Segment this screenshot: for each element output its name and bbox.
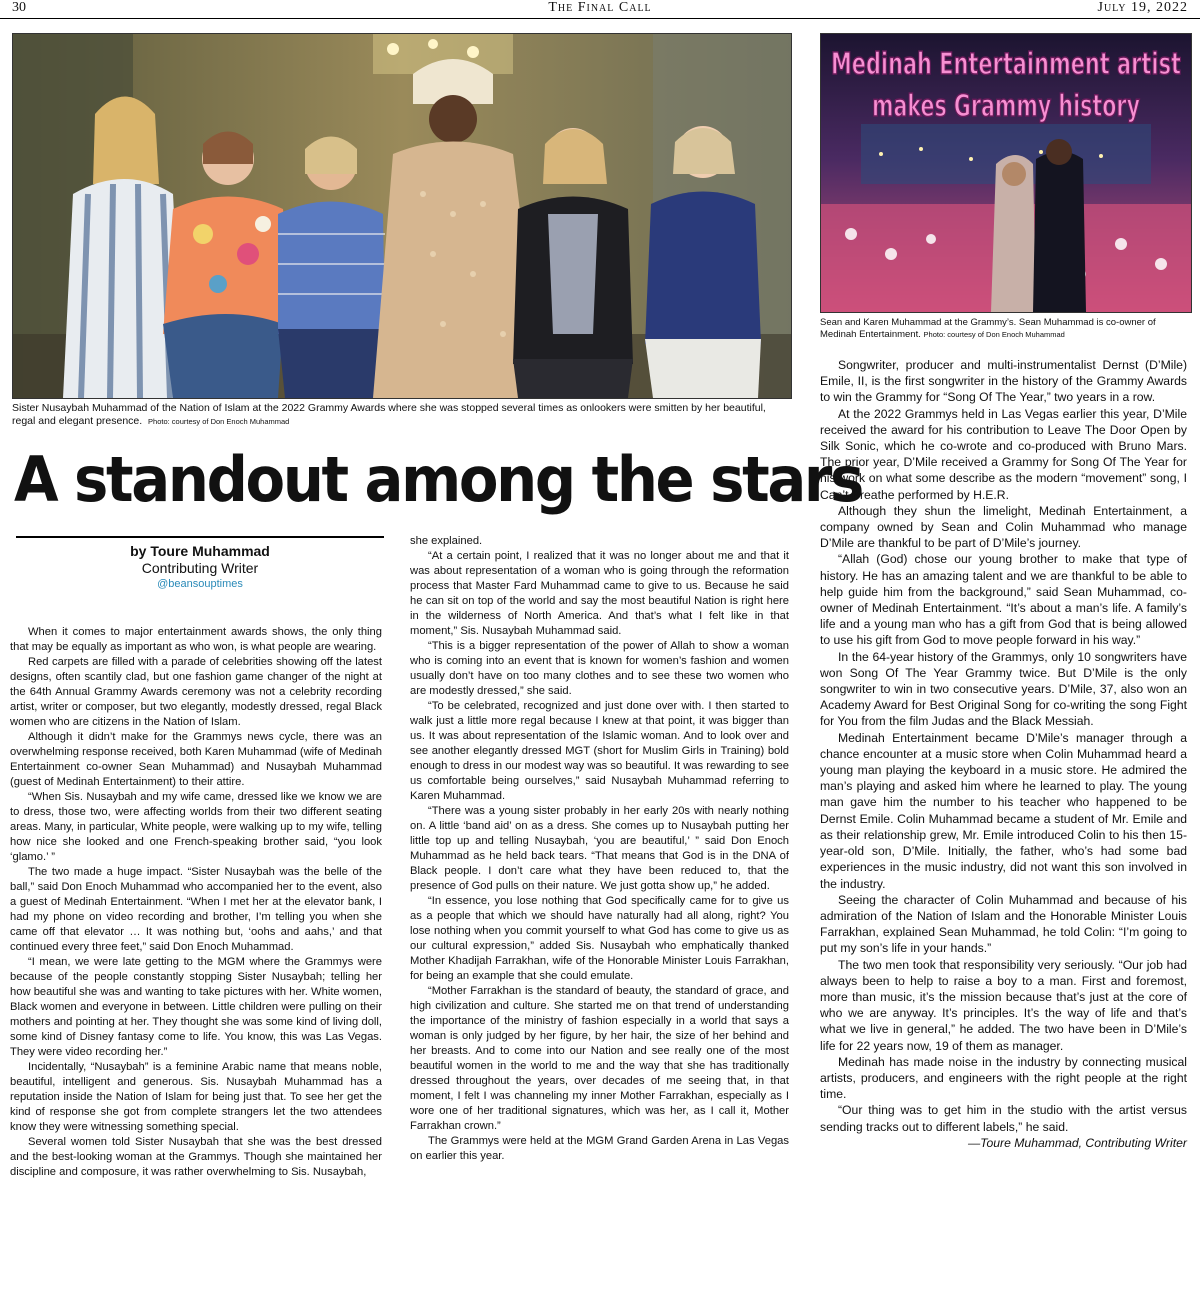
byline <box>16 543 384 592</box>
paragraph: “Mother Farrakhan is the standard of beauty, the standard of grace, and high civilization and culture. She started me on that trend of understanding the importance of the ministry of fashion especially in a world that says a woman is only judged by her figure, by her hair, the size of her behind and her breasts. And to come into our Nation and see really one of the most beautiful women in the world to me and the way that she has traditionally dressed throughout the years, over decades of me seeing that, in that moment, I felt I was channeling my inner Mother Farrakhan, especially as I wore one of her traditional signatures, which was her, as I call it, Mother Farrakhan crown.” <box>410 985 789 1132</box>
paragraph: Medinah has made noise in the industry by connecting musical artists, producers, and engineers with the right people at the right time. <box>820 1054 1187 1102</box>
side-photo <box>820 33 1192 313</box>
paragraph: Several women told Sister Nusaybah that she was the best dressed and the best-looking woman at the Grammys. Though she maintained her discipline and composure, it was rather overwhelming to Sis. Nusaybah, <box>10 1136 382 1178</box>
main-caption-text: Sister Nusaybah Muhammad of the Nation of Islam at the 2022 Grammy Awards where she was stopped several times as onlookers were smitten by her beautiful, regal and elegant presence. <box>12 402 766 427</box>
paragraph: “Our thing was to get him in the studio with the artist versus sending tracks out to different labels,” he said. <box>820 1103 1187 1134</box>
side-photo-credit: Photo: courtesy of Don Enoch Muhammad <box>923 330 1065 339</box>
page-number: 30 <box>12 0 26 15</box>
paragraph: “I mean, we were late getting to the MGM where the Grammys were because of the people constantly stopping Sister Nusaybah; telling her how beautiful she was and wanting to take pictures with her. White women, Black women and everyone in between. Little children were pulling on their mothers and pointing at her. They thought she was some kind of living doll, some kind of Disney fantasy come to life. You know, this was Las Vegas. They were video recording her.” <box>10 956 382 1058</box>
paragraph-continued: she explained. <box>410 535 483 547</box>
byline-handle: @beansouptimes <box>157 578 243 590</box>
article-signature: —Toure Muhammad, Contributing Writer <box>967 1135 1187 1150</box>
main-photo <box>12 33 792 399</box>
paragraph: “At a certain point, I realized that it was no longer about me and that it was about representation of a woman who is going through the reformation process that Master Fard Muhammad came to give to us. Because he said he can sit on top of the world and say the most beautiful Nation is right here in the wilderness of North America. And that’s what I felt like in that moment,” Sis. Nusaybah Muhammad said. <box>410 550 789 637</box>
paragraph: “This is a bigger representation of the power of Allah to show a woman who is coming into an event that is known for women’s fashion and women usually don’t have on too many clothes and to see these two women who are modestly dressed,” she said. <box>410 640 789 697</box>
byline-rule <box>16 536 384 538</box>
issue-date: July 19, 2022 <box>1097 0 1188 15</box>
side-caption-text: Sean and Karen Muhammad at the Grammy’s. Sean Muhammad is co-owner of Medinah Entertainment. <box>820 317 1156 340</box>
paragraph: “Allah (God) chose our young brother to make that type of history. He has an amazing talent and we are thankful to be able to help guide him from the background,” said Sean Muhammad, co-owner of Medinah Entertainment. “It’s about a man’s life. A family’s life and a young man who has a gift from God that is being allowed to use his gift from God to move people forward in his way.” <box>820 552 1187 648</box>
side-photo-title-line1: Medinah Entertainment artist <box>831 47 1181 82</box>
article-column-2 <box>410 534 789 1164</box>
article-column-3 <box>820 357 1187 1151</box>
paragraph: The two made a huge impact. “Sister Nusaybah was the belle of the ball,” said Don Enoch Muhammad who accompanied her to the event, also a guest of Medinah Entertainment. “When I met her at the elevator bank, I had my phone on video recording and brother, I’m telling you when she came off that elevator … It was nothing but, ‘oohs and aahs,’ and that continued every three feet,” said Don Enoch Muhammad. <box>10 866 382 953</box>
paragraph: The two men took that responsibility very seriously. “Our job had always been to help to raise a boy to a man. First and foremost, more than music, it’s the mission because that’s just at the core of who we are anyway. It’s principles. It’s the way of life and that’s what we live in general,” he added. The two have been in D’Mile’s life for 22 years now, 19 of them as manager. <box>820 957 1187 1053</box>
paragraph: Although they shun the limelight, Medinah Entertainment, a company owned by Sean and Colin Muhammad who manage D’Mile are thankful to be part of D’Mile’s journey. <box>820 503 1187 551</box>
byline-title: Contributing Writer <box>141 560 259 576</box>
publication-name: The Final Call <box>548 0 652 15</box>
article-column-1 <box>10 625 382 1180</box>
byline-author: by Toure Muhammad <box>130 543 270 559</box>
paragraph: At the 2022 Grammys held in Las Vegas earlier this year, D’Mile received the award for his contribution to Leave The Door Open by Silk Sonic, which he co-wrote and co-produced with Bruno Mars. The prior year, D’Mile received a Grammy for Song Of The Year for his work on what some describe as the modern “movement” song, I Can’t Breathe performed by H.E.R. <box>820 406 1187 502</box>
paragraph: “To be celebrated, recognized and just done over with. I then started to walk just a little more regal because I knew at that point, it was bigger than us. It was about representation of the Islamic woman. And to look over and see another elegantly dressed MGT (short for Muslim Girls in Training) bold enough to dress in our modest way was so beautiful. It was rewarding to see us comfortable being ourselves,” said Nusaybah Muhammad referring to Karen Muhammad. <box>410 700 789 802</box>
paragraph: Seeing the character of Colin Muhammad and because of his admiration of the Nation of Islam and the Honorable Minister Louis Farrakhan, explained Sean Muhammad, he told Colin: “I’m going to put my son’s life in your hands.” <box>820 892 1187 956</box>
article-headline: A standout among the stars <box>14 443 863 516</box>
main-photo-caption <box>12 402 792 428</box>
paragraph: Songwriter, producer and multi-instrumentalist Dernst (D’Mile) Emile, II, is the first songwriter in the history of the Grammy Awards to win the Grammy for “Song Of The Year,” two years in a row. <box>820 358 1187 405</box>
paragraph: “In essence, you lose nothing that God specifically came for to give us as a people that which we should have naturally had all along, right? You lose nothing when you commit yourself to what God has come to give us as our cultural expression,” added Sis. Nusaybah who emphatically thanked Mother Khadijah Farrakhan, wife of the Honorable Minister Louis Farrakhan, for being an example that she could emulate. <box>410 895 789 982</box>
paragraph: Red carpets are filled with a parade of celebrities showing off the latest designs, often scantily clad, but one fashion game changer of the night at the 64th Annual Grammy Awards ceremony was not a celebrity recording artist, writer or composer, but two elegantly, modestly dressed, regal Black women who are citizens in the Nation of Islam. <box>10 656 382 728</box>
page-header <box>0 0 1200 19</box>
paragraph: “There was a young sister probably in her early 20s with nearly nothing on. A little ‘band aid’ on as a dress. She comes up to Nusaybah putting her little top up and telling Nusaybah, ‘you are beautiful,’ ” said Don Enoch Muhammad as he held back tears. “That means that God is in the DNA of Black people. I don’t care what they have been reduced to, that the presence of God pulls on their nature. We just gotta show up,” he added. <box>410 805 789 892</box>
side-photo-title-line2: makes Grammy history <box>872 89 1141 124</box>
paragraph: In the 64-year history of the Grammys, only 10 songwriters have won Song Of The Year Grammy twice. But D’Mile is the only songwriter to win in two consecutive years. D’Mile, 37, also won an Academy Award for Best Original Song for co-writing the song Fight for You from the film Judas and the Black Messiah. <box>820 649 1187 729</box>
paragraph: Medinah Entertainment became D’Mile’s manager through a chance encounter at a music store when Colin Muhammad heard a young man playing the keyboard in a music store. He admired the man’s playing and asked him where he learned to play. The young man gave him the number to his teacher who happened to be Dernst Emile. Colin Muhammad became a student of Mr. Emile and as their relationship grew, Mr. Emile introduced Colin to his then 15-year-old son, D’Mile. Initially, the father, who’s had some bad experiences in the music industry, did not want this son involved in the industry. <box>820 730 1187 891</box>
paragraph: The Grammys were held at the MGM Grand Garden Arena in Las Vegas on earlier this year. <box>410 1135 789 1162</box>
paragraph: Although it didn’t make for the Grammys news cycle, there was an overwhelming response received, both Karen Muhammad (wife of Medinah Entertainment co-owner Sean Muhammad) and Nusaybah Muhammad (guest of Medinah Entertainment) to their attire. <box>10 731 382 788</box>
main-photo-credit: Photo: courtesy of Don Enoch Muhammad <box>148 417 290 426</box>
paragraph: Incidentally, “Nusaybah” is a feminine Arabic name that means noble, beautiful, intelligent and generous. Sis. Nusaybah Muhammad has a reputation inside the Nation of Islam for being just that. To see her get the kind of response she got from complete strangers let the two attendees know they were witnessing something special. <box>10 1061 382 1133</box>
side-photo-caption <box>820 317 1192 341</box>
paragraph: When it comes to major entertainment awards shows, the only thing that may be equally as important as who won, is what people are wearing. <box>10 626 382 653</box>
paragraph: “When Sis. Nusaybah and my wife came, dressed like we know we are to dress, those two, were affecting worlds from their two different seating areas. Many, in particular, White people, were walking up to my wife, telling how nice she looked and one French-speaking brother said, “you look ‘glamo.’ ” <box>10 791 382 863</box>
